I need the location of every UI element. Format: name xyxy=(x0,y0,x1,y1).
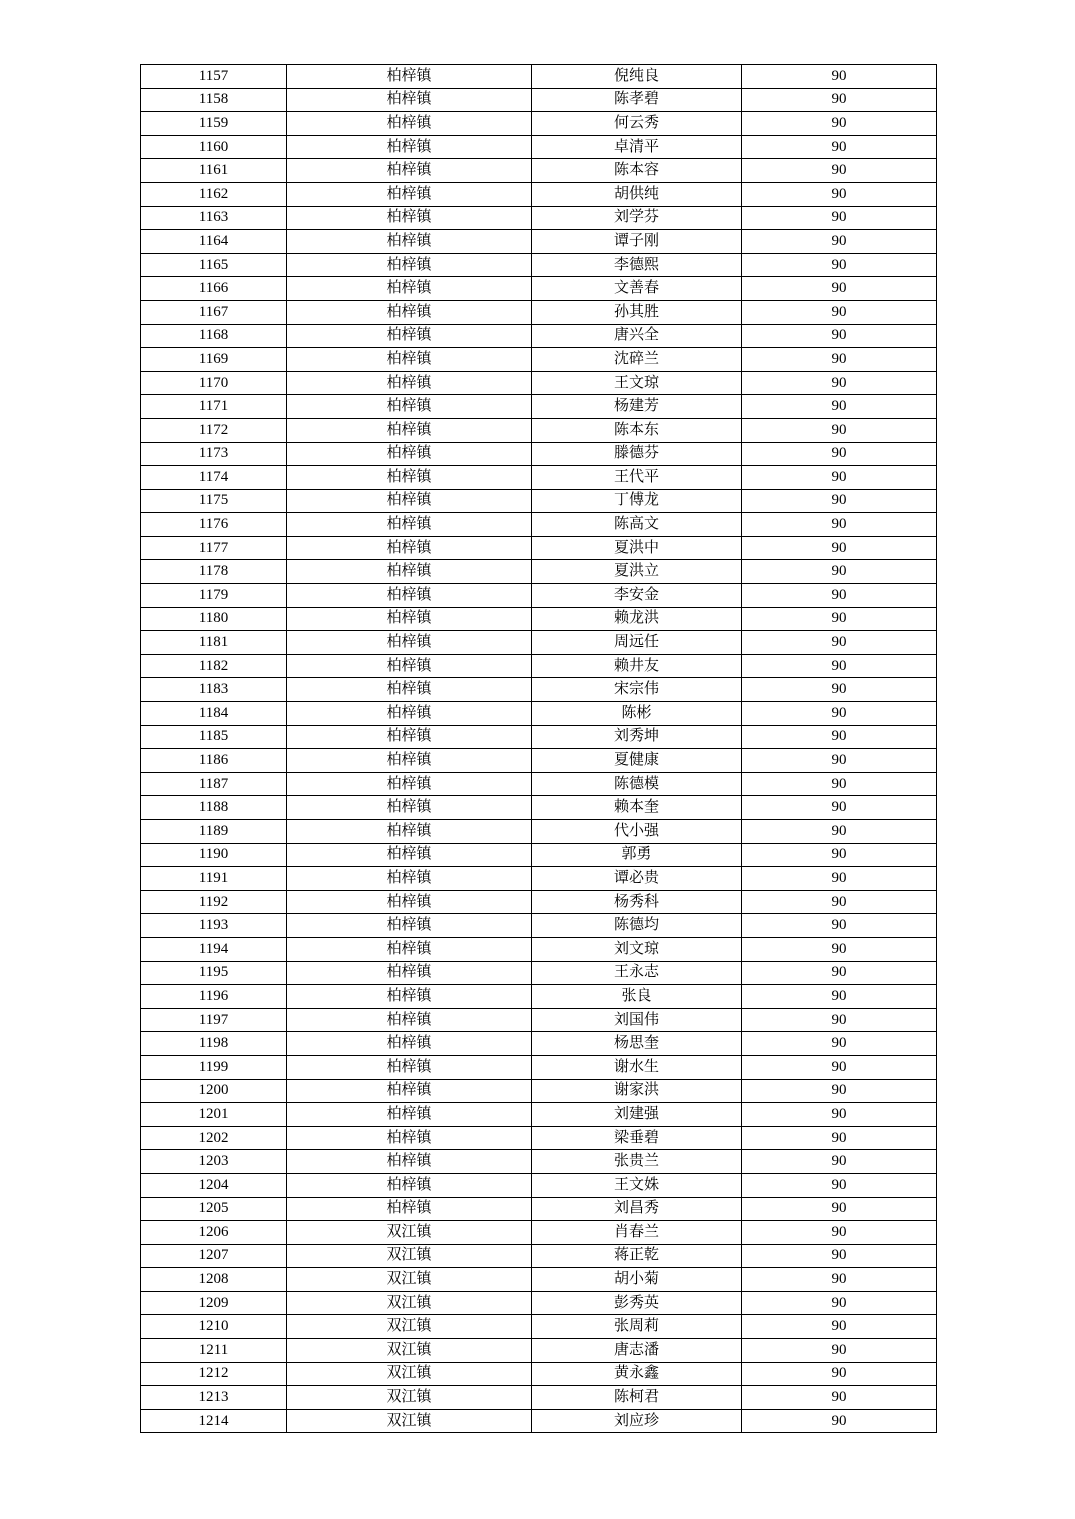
table-row xyxy=(141,1315,937,1339)
cell-town: 柏梓镇 xyxy=(287,678,532,702)
cell-name: 陈德均 xyxy=(532,914,742,938)
cell-town: 柏梓镇 xyxy=(287,159,532,183)
cell-score: 90 xyxy=(742,890,937,914)
table-row xyxy=(141,1221,937,1245)
table-row xyxy=(141,442,937,466)
cell-name: 刘秀坤 xyxy=(532,725,742,749)
cell-score: 90 xyxy=(742,584,937,608)
table-row xyxy=(141,631,937,655)
cell-town: 双江镇 xyxy=(287,1339,532,1363)
cell-score: 90 xyxy=(742,206,937,230)
cell-town: 柏梓镇 xyxy=(287,300,532,324)
cell-score: 90 xyxy=(742,371,937,395)
cell-score: 90 xyxy=(742,277,937,301)
cell-town: 双江镇 xyxy=(287,1386,532,1410)
cell-score: 90 xyxy=(742,820,937,844)
cell-name: 刘国伟 xyxy=(532,1008,742,1032)
cell-town: 柏梓镇 xyxy=(287,772,532,796)
cell-no: 1176 xyxy=(141,513,287,537)
table-row xyxy=(141,1268,937,1292)
cell-score: 90 xyxy=(742,1055,937,1079)
cell-no: 1209 xyxy=(141,1291,287,1315)
cell-score: 90 xyxy=(742,65,937,89)
cell-no: 1168 xyxy=(141,324,287,348)
cell-no: 1199 xyxy=(141,1055,287,1079)
table-row xyxy=(141,418,937,442)
table-row xyxy=(141,702,937,726)
table-row xyxy=(141,1409,937,1433)
cell-name: 张周莉 xyxy=(532,1315,742,1339)
table-row xyxy=(141,324,937,348)
cell-no: 1194 xyxy=(141,937,287,961)
document-page xyxy=(140,64,937,1433)
cell-town: 柏梓镇 xyxy=(287,513,532,537)
cell-town: 双江镇 xyxy=(287,1291,532,1315)
cell-town: 柏梓镇 xyxy=(287,914,532,938)
cell-score: 90 xyxy=(742,300,937,324)
data-table xyxy=(140,64,937,1433)
cell-town: 柏梓镇 xyxy=(287,324,532,348)
cell-score: 90 xyxy=(742,418,937,442)
cell-name: 杨秀科 xyxy=(532,890,742,914)
cell-name: 夏洪中 xyxy=(532,536,742,560)
table-row xyxy=(141,961,937,985)
cell-no: 1186 xyxy=(141,749,287,773)
table-row xyxy=(141,678,937,702)
table-row xyxy=(141,796,937,820)
cell-no: 1179 xyxy=(141,584,287,608)
cell-score: 90 xyxy=(742,1173,937,1197)
cell-score: 90 xyxy=(742,1409,937,1433)
cell-no: 1161 xyxy=(141,159,287,183)
cell-score: 90 xyxy=(742,1339,937,1363)
cell-town: 柏梓镇 xyxy=(287,796,532,820)
cell-town: 双江镇 xyxy=(287,1221,532,1245)
table-row xyxy=(141,985,937,1009)
cell-no: 1181 xyxy=(141,631,287,655)
cell-no: 1195 xyxy=(141,961,287,985)
cell-name: 谭子刚 xyxy=(532,230,742,254)
cell-town: 柏梓镇 xyxy=(287,253,532,277)
cell-name: 刘建强 xyxy=(532,1103,742,1127)
cell-score: 90 xyxy=(742,796,937,820)
cell-no: 1200 xyxy=(141,1079,287,1103)
cell-no: 1187 xyxy=(141,772,287,796)
cell-town: 柏梓镇 xyxy=(287,820,532,844)
table-row xyxy=(141,489,937,513)
cell-town: 柏梓镇 xyxy=(287,937,532,961)
table-row xyxy=(141,88,937,112)
cell-no: 1184 xyxy=(141,702,287,726)
cell-name: 王文姝 xyxy=(532,1173,742,1197)
table-row xyxy=(141,536,937,560)
table-row xyxy=(141,1008,937,1032)
table-row xyxy=(141,371,937,395)
table-body xyxy=(141,65,937,1433)
cell-name: 卓清平 xyxy=(532,135,742,159)
table-row xyxy=(141,1055,937,1079)
cell-town: 柏梓镇 xyxy=(287,1103,532,1127)
cell-town: 柏梓镇 xyxy=(287,1126,532,1150)
cell-no: 1204 xyxy=(141,1173,287,1197)
cell-name: 杨思奎 xyxy=(532,1032,742,1056)
cell-name: 陈德模 xyxy=(532,772,742,796)
cell-name: 陈孝碧 xyxy=(532,88,742,112)
cell-no: 1162 xyxy=(141,182,287,206)
cell-score: 90 xyxy=(742,1244,937,1268)
cell-no: 1171 xyxy=(141,395,287,419)
table-row xyxy=(141,1291,937,1315)
cell-name: 倪纯良 xyxy=(532,65,742,89)
cell-score: 90 xyxy=(742,1032,937,1056)
cell-name: 周远任 xyxy=(532,631,742,655)
cell-name: 胡小菊 xyxy=(532,1268,742,1292)
cell-no: 1182 xyxy=(141,654,287,678)
cell-no: 1207 xyxy=(141,1244,287,1268)
cell-name: 郭勇 xyxy=(532,843,742,867)
cell-no: 1169 xyxy=(141,348,287,372)
cell-score: 90 xyxy=(742,395,937,419)
table-row xyxy=(141,1339,937,1363)
table-row xyxy=(141,843,937,867)
cell-town: 柏梓镇 xyxy=(287,442,532,466)
cell-name: 丁傅龙 xyxy=(532,489,742,513)
cell-score: 90 xyxy=(742,560,937,584)
cell-name: 胡供纯 xyxy=(532,182,742,206)
cell-town: 柏梓镇 xyxy=(287,654,532,678)
table-row xyxy=(141,1079,937,1103)
cell-score: 90 xyxy=(742,230,937,254)
cell-score: 90 xyxy=(742,442,937,466)
cell-name: 张良 xyxy=(532,985,742,1009)
cell-score: 90 xyxy=(742,182,937,206)
cell-score: 90 xyxy=(742,1268,937,1292)
table-row xyxy=(141,820,937,844)
table-row xyxy=(141,772,937,796)
cell-name: 刘昌秀 xyxy=(532,1197,742,1221)
cell-name: 陈柯君 xyxy=(532,1386,742,1410)
table-row xyxy=(141,1386,937,1410)
cell-score: 90 xyxy=(742,348,937,372)
cell-no: 1190 xyxy=(141,843,287,867)
cell-score: 90 xyxy=(742,466,937,490)
table-row xyxy=(141,395,937,419)
cell-name: 代小强 xyxy=(532,820,742,844)
table-row xyxy=(141,1150,937,1174)
cell-score: 90 xyxy=(742,159,937,183)
cell-town: 柏梓镇 xyxy=(287,961,532,985)
table-row xyxy=(141,1197,937,1221)
cell-no: 1211 xyxy=(141,1339,287,1363)
cell-score: 90 xyxy=(742,607,937,631)
table-row xyxy=(141,466,937,490)
cell-score: 90 xyxy=(742,1386,937,1410)
cell-no: 1205 xyxy=(141,1197,287,1221)
cell-name: 刘文琼 xyxy=(532,937,742,961)
cell-no: 1172 xyxy=(141,418,287,442)
cell-no: 1197 xyxy=(141,1008,287,1032)
cell-score: 90 xyxy=(742,1079,937,1103)
cell-town: 柏梓镇 xyxy=(287,277,532,301)
cell-name: 肖春兰 xyxy=(532,1221,742,1245)
cell-town: 柏梓镇 xyxy=(287,1150,532,1174)
cell-no: 1191 xyxy=(141,867,287,891)
cell-no: 1164 xyxy=(141,230,287,254)
cell-score: 90 xyxy=(742,1362,937,1386)
cell-name: 滕德芬 xyxy=(532,442,742,466)
cell-no: 1170 xyxy=(141,371,287,395)
cell-score: 90 xyxy=(742,914,937,938)
cell-score: 90 xyxy=(742,1197,937,1221)
cell-score: 90 xyxy=(742,749,937,773)
table-row xyxy=(141,937,937,961)
table-row xyxy=(141,749,937,773)
cell-name: 宋宗伟 xyxy=(532,678,742,702)
cell-town: 双江镇 xyxy=(287,1315,532,1339)
cell-name: 梁垂碧 xyxy=(532,1126,742,1150)
cell-no: 1178 xyxy=(141,560,287,584)
cell-name: 夏洪立 xyxy=(532,560,742,584)
cell-no: 1177 xyxy=(141,536,287,560)
cell-name: 黄永鑫 xyxy=(532,1362,742,1386)
cell-name: 谢家洪 xyxy=(532,1079,742,1103)
cell-no: 1180 xyxy=(141,607,287,631)
cell-town: 柏梓镇 xyxy=(287,584,532,608)
cell-no: 1214 xyxy=(141,1409,287,1433)
cell-score: 90 xyxy=(742,702,937,726)
cell-name: 李安金 xyxy=(532,584,742,608)
cell-name: 彭秀英 xyxy=(532,1291,742,1315)
cell-town: 柏梓镇 xyxy=(287,1008,532,1032)
table-row xyxy=(141,230,937,254)
cell-name: 陈彬 xyxy=(532,702,742,726)
cell-score: 90 xyxy=(742,1291,937,1315)
cell-town: 柏梓镇 xyxy=(287,536,532,560)
cell-score: 90 xyxy=(742,961,937,985)
cell-name: 王代平 xyxy=(532,466,742,490)
cell-name: 唐志潘 xyxy=(532,1339,742,1363)
cell-score: 90 xyxy=(742,536,937,560)
cell-no: 1213 xyxy=(141,1386,287,1410)
cell-no: 1212 xyxy=(141,1362,287,1386)
cell-score: 90 xyxy=(742,489,937,513)
cell-score: 90 xyxy=(742,654,937,678)
cell-name: 陈本容 xyxy=(532,159,742,183)
cell-score: 90 xyxy=(742,1126,937,1150)
cell-name: 陈高文 xyxy=(532,513,742,537)
cell-town: 柏梓镇 xyxy=(287,135,532,159)
cell-town: 柏梓镇 xyxy=(287,88,532,112)
cell-score: 90 xyxy=(742,1103,937,1127)
cell-name: 王文琼 xyxy=(532,371,742,395)
table-row xyxy=(141,654,937,678)
cell-town: 柏梓镇 xyxy=(287,489,532,513)
cell-no: 1159 xyxy=(141,112,287,136)
cell-name: 刘应珍 xyxy=(532,1409,742,1433)
cell-name: 杨建芳 xyxy=(532,395,742,419)
cell-score: 90 xyxy=(742,253,937,277)
cell-town: 柏梓镇 xyxy=(287,1055,532,1079)
cell-town: 双江镇 xyxy=(287,1244,532,1268)
table-row xyxy=(141,1032,937,1056)
cell-no: 1175 xyxy=(141,489,287,513)
cell-no: 1203 xyxy=(141,1150,287,1174)
cell-score: 90 xyxy=(742,135,937,159)
cell-town: 柏梓镇 xyxy=(287,843,532,867)
cell-no: 1165 xyxy=(141,253,287,277)
cell-score: 90 xyxy=(742,324,937,348)
table-row xyxy=(141,607,937,631)
table-row xyxy=(141,1103,937,1127)
table-row xyxy=(141,65,937,89)
table-row xyxy=(141,1244,937,1268)
cell-score: 90 xyxy=(742,678,937,702)
table-row xyxy=(141,867,937,891)
cell-name: 沈碎兰 xyxy=(532,348,742,372)
cell-name: 孙其胜 xyxy=(532,300,742,324)
cell-town: 柏梓镇 xyxy=(287,1032,532,1056)
cell-no: 1196 xyxy=(141,985,287,1009)
cell-no: 1158 xyxy=(141,88,287,112)
cell-town: 双江镇 xyxy=(287,1409,532,1433)
cell-town: 柏梓镇 xyxy=(287,348,532,372)
cell-name: 何云秀 xyxy=(532,112,742,136)
cell-no: 1160 xyxy=(141,135,287,159)
cell-name: 赖龙洪 xyxy=(532,607,742,631)
cell-town: 双江镇 xyxy=(287,1268,532,1292)
cell-town: 柏梓镇 xyxy=(287,631,532,655)
cell-town: 双江镇 xyxy=(287,1362,532,1386)
cell-town: 柏梓镇 xyxy=(287,206,532,230)
cell-score: 90 xyxy=(742,1315,937,1339)
table-row xyxy=(141,159,937,183)
table-row xyxy=(141,914,937,938)
table-row xyxy=(141,584,937,608)
table-row xyxy=(141,890,937,914)
cell-score: 90 xyxy=(742,725,937,749)
cell-score: 90 xyxy=(742,937,937,961)
cell-score: 90 xyxy=(742,1221,937,1245)
cell-town: 柏梓镇 xyxy=(287,112,532,136)
cell-name: 刘学芬 xyxy=(532,206,742,230)
cell-no: 1189 xyxy=(141,820,287,844)
cell-town: 柏梓镇 xyxy=(287,560,532,584)
cell-name: 陈本东 xyxy=(532,418,742,442)
cell-no: 1157 xyxy=(141,65,287,89)
cell-score: 90 xyxy=(742,985,937,1009)
cell-no: 1163 xyxy=(141,206,287,230)
cell-no: 1202 xyxy=(141,1126,287,1150)
cell-town: 柏梓镇 xyxy=(287,725,532,749)
cell-no: 1210 xyxy=(141,1315,287,1339)
table-row xyxy=(141,253,937,277)
cell-town: 柏梓镇 xyxy=(287,466,532,490)
cell-no: 1206 xyxy=(141,1221,287,1245)
cell-town: 柏梓镇 xyxy=(287,230,532,254)
cell-town: 柏梓镇 xyxy=(287,65,532,89)
cell-no: 1188 xyxy=(141,796,287,820)
table-row xyxy=(141,300,937,324)
cell-name: 李德熙 xyxy=(532,253,742,277)
cell-town: 柏梓镇 xyxy=(287,395,532,419)
cell-name: 蒋正乾 xyxy=(532,1244,742,1268)
cell-name: 张贵兰 xyxy=(532,1150,742,1174)
cell-no: 1183 xyxy=(141,678,287,702)
cell-score: 90 xyxy=(742,513,937,537)
cell-name: 谭必贵 xyxy=(532,867,742,891)
cell-score: 90 xyxy=(742,843,937,867)
cell-score: 90 xyxy=(742,867,937,891)
cell-town: 柏梓镇 xyxy=(287,702,532,726)
cell-name: 谢水生 xyxy=(532,1055,742,1079)
cell-no: 1198 xyxy=(141,1032,287,1056)
cell-no: 1174 xyxy=(141,466,287,490)
cell-no: 1173 xyxy=(141,442,287,466)
cell-town: 柏梓镇 xyxy=(287,1197,532,1221)
cell-no: 1193 xyxy=(141,914,287,938)
cell-name: 王永志 xyxy=(532,961,742,985)
cell-town: 柏梓镇 xyxy=(287,890,532,914)
cell-no: 1201 xyxy=(141,1103,287,1127)
table-row xyxy=(141,112,937,136)
cell-score: 90 xyxy=(742,112,937,136)
cell-town: 柏梓镇 xyxy=(287,371,532,395)
table-row xyxy=(141,206,937,230)
cell-town: 柏梓镇 xyxy=(287,1173,532,1197)
cell-score: 90 xyxy=(742,772,937,796)
cell-town: 柏梓镇 xyxy=(287,607,532,631)
cell-no: 1208 xyxy=(141,1268,287,1292)
cell-town: 柏梓镇 xyxy=(287,418,532,442)
cell-name: 赖井友 xyxy=(532,654,742,678)
cell-name: 赖本奎 xyxy=(532,796,742,820)
cell-no: 1192 xyxy=(141,890,287,914)
cell-town: 柏梓镇 xyxy=(287,867,532,891)
table-row xyxy=(141,1173,937,1197)
table-row xyxy=(141,1126,937,1150)
table-row xyxy=(141,513,937,537)
cell-score: 90 xyxy=(742,1008,937,1032)
cell-town: 柏梓镇 xyxy=(287,749,532,773)
cell-town: 柏梓镇 xyxy=(287,182,532,206)
table-row xyxy=(141,1362,937,1386)
cell-score: 90 xyxy=(742,1150,937,1174)
table-row xyxy=(141,725,937,749)
cell-score: 90 xyxy=(742,631,937,655)
cell-no: 1166 xyxy=(141,277,287,301)
cell-name: 唐兴全 xyxy=(532,324,742,348)
table-row xyxy=(141,560,937,584)
cell-score: 90 xyxy=(742,88,937,112)
cell-name: 夏健康 xyxy=(532,749,742,773)
cell-no: 1167 xyxy=(141,300,287,324)
cell-town: 柏梓镇 xyxy=(287,1079,532,1103)
table-row xyxy=(141,277,937,301)
cell-name: 文善春 xyxy=(532,277,742,301)
table-row xyxy=(141,348,937,372)
table-row xyxy=(141,182,937,206)
cell-no: 1185 xyxy=(141,725,287,749)
table-row xyxy=(141,135,937,159)
cell-town: 柏梓镇 xyxy=(287,985,532,1009)
